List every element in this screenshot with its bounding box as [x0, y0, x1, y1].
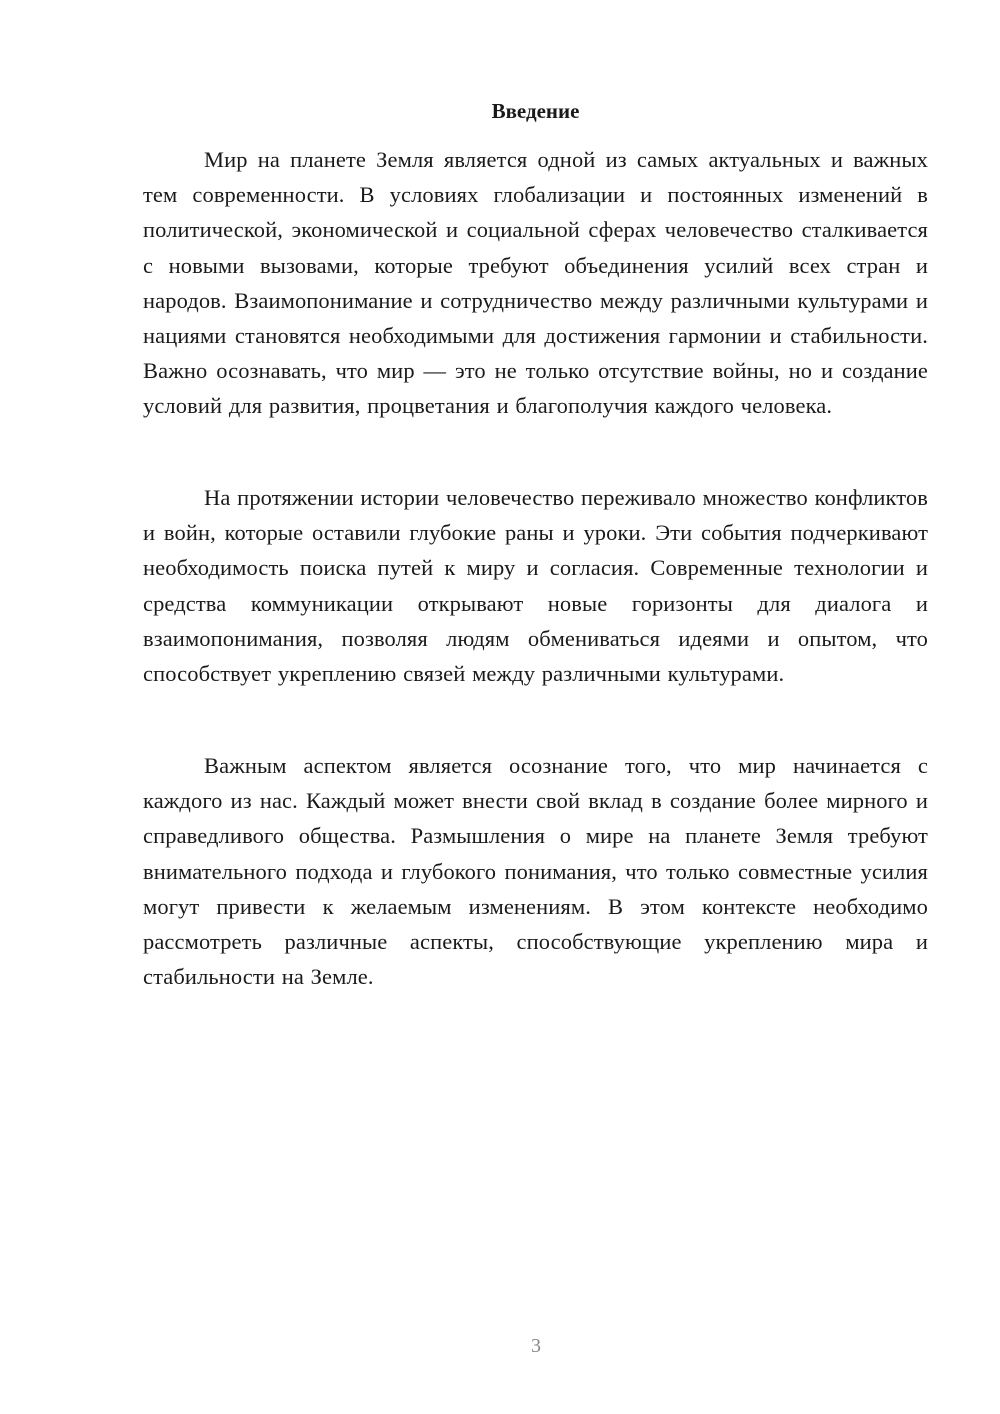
page-number: 3	[531, 1335, 541, 1357]
page-title: Введение	[491, 99, 580, 123]
paragraph-history: На протяжении истории человечество переживало множество конфликтов и войн, которые оставили глубокие раны и уроки. Эти события подчеркивают необходимость поиска путей к миру и согласия. Современные технологии и средства коммуникации открывают новые горизонты для диалога и взаимопонимания, позволяя людям обмениваться идеями и опытом, что способствует укреплению связей между различными культурами.	[143, 485, 928, 687]
paragraph-introduction: Мир на планете Земля является одной из самых актуальных и важных тем современности. В условиях глобализации и постоянных изменений в политической, экономической и социальной сферах человечество сталкивается с новыми вызовами, которые требуют объединения усилий всех стран и народов. Взаимопонимание и сотрудничество между различными культурами и нациями становятся необходимыми для достижения гармонии и стабильности. Важно осознавать, что мир — это не только отсутствие войны, но и создание условий для развития, процветания и благополучия каждого человека.	[143, 147, 928, 419]
paragraph-conclusion: Важным аспектом является осознание того, что мир начинается с каждого из нас. Каждый может внести свой вклад в создание более мирного и справедливого общества. Размышления о мире на планете Земля требуют внимательного подхода и глубокого понимания, что только совместные усилия могут привести к желаемым изменениям. В этом контексте необходимо рассмотреть различные аспекты, способствующие укреплению мира и стабильности на Земле.	[143, 753, 928, 990]
